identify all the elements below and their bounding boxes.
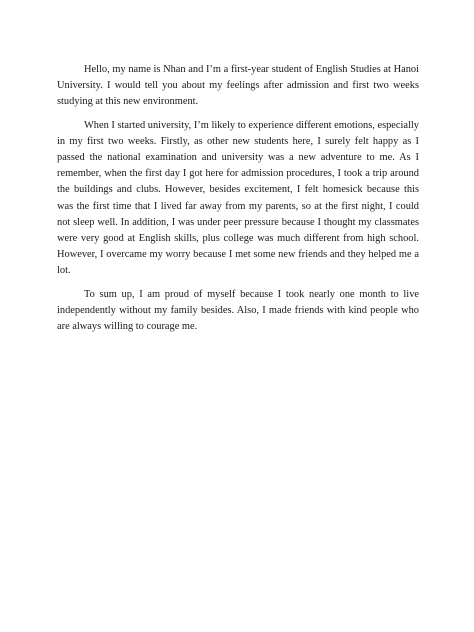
paragraph-body: When I started university, I’m likely to experience different emotions, especially in my first two weeks. Firstly, as other new students here, I surely felt happy as I passed the national examination and university was a new adventure to me. As I remember, when the first day I got here for admission procedures, I took a trip around the buildings and clubs. However, besides excitement, I felt homesick because this was the first time that I lived far away from my parents, so at the first night, I could not sleep well. In addition, I was under peer pressure because I thought my classmates were very good at English skills, plus college was much different from high school. However, I overcame my worry because I met some new friends and they helped me a lot. [57,119,419,277]
paragraph-conclusion: To sum up, I am proud of myself because I took nearly one month to live independently without my family besides. Also, I made friends with kind people who are always willing to courage me. [57,288,419,333]
paragraph-introduction: Hello, my name is Nhan and I’m a first-year student of English Studies at Hanoi University. I would tell you about my feelings after admission and first two weeks studying at this new environment. [57,64,419,108]
document-body [57,62,419,342]
